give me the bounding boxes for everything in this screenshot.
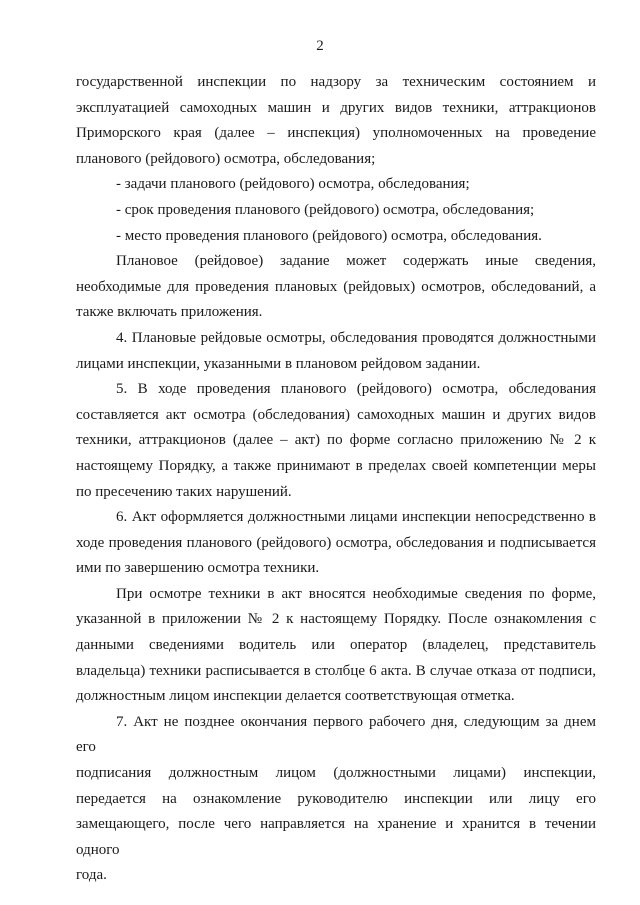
text-line: настоящему Порядку, а также принимают в пределах своей компетенции меры — [76, 457, 596, 474]
text-line: эксплуатацией самоходных машин и других видов техники, аттракционов — [76, 99, 596, 116]
text-line: - срок проведения планового (рейдового) осмотра, обследования; — [116, 201, 535, 218]
text-line: Плановое (рейдовое) задание может содержать иные сведения, — [116, 253, 596, 270]
text-line: также включать приложения. — [76, 304, 263, 321]
text-line: При осмотре техники в акт вносятся необходимые сведения по форме, — [116, 585, 596, 602]
text-line: замещающего, после чего направляется на хранение и хранится в течении одного — [76, 816, 596, 858]
text-line: указанной в приложении № 2 к настоящему Порядку. После ознакомления с — [76, 611, 596, 628]
text-line: по пресечению таких нарушений. — [76, 483, 292, 500]
text-line: подписания должностным лицом (должностными лицами) инспекции, — [76, 765, 596, 782]
text-line: ходе проведения планового (рейдового) осмотра, обследования и подписывается — [76, 534, 596, 551]
paragraph — [76, 224, 596, 250]
text-line: данными сведениями водитель или оператор (владелец, представитель — [76, 637, 596, 654]
text-line: лицами инспекции, указанными в плановом рейдовом задании. — [76, 355, 481, 372]
text-line: 7. Акт не позднее окончания первого рабочего дня, следующим за днем его — [76, 713, 596, 756]
text-line: Приморского края (далее – инспекция) уполномоченных на проведение — [76, 125, 596, 142]
paragraph — [76, 377, 596, 505]
paragraph — [76, 198, 596, 224]
paragraph — [76, 172, 596, 198]
text-line: года. — [76, 867, 107, 884]
paragraph — [76, 70, 596, 172]
text-line: владельца) техники расписывается в столбце 6 акта. В случае отказа от подписи, — [76, 662, 596, 679]
text-line: должностным лицом инспекции делается соответствующая отметка. — [76, 688, 515, 705]
page-number: 2 — [316, 38, 324, 54]
paragraph — [76, 249, 596, 326]
paragraph — [76, 326, 596, 377]
text-line: 5. В ходе проведения планового (рейдового) осмотра, обследования — [116, 381, 596, 398]
document-body — [76, 70, 596, 889]
text-line: ими по завершению осмотра техники. — [76, 560, 320, 577]
text-line: - задачи планового (рейдового) осмотра, обследования; — [116, 176, 470, 193]
text-line: планового (рейдового) осмотра, обследования; — [76, 150, 376, 167]
text-line: государственной инспекции по надзору за техническим состоянием и — [76, 74, 596, 90]
text-line: - место проведения планового (рейдового) осмотра, обследования. — [116, 227, 542, 244]
text-line: 4. Плановые рейдовые осмотры, обследования проводятся должностными — [116, 329, 596, 346]
text-line: техники, аттракционов (далее – акт) по форме согласно приложению № 2 к — [76, 432, 596, 449]
paragraph — [76, 582, 596, 710]
text-line: 6. Акт оформляется должностными лицами инспекции непосредственно в — [116, 509, 596, 526]
text-line: необходимые для проведения плановых (рейдовых) осмотров, обследований, а — [76, 278, 596, 295]
text-line: передается на ознакомление руководителю инспекции или лицу его — [76, 790, 596, 807]
paragraph — [76, 710, 596, 889]
paragraph — [76, 505, 596, 582]
text-line: составляется акт осмотра (обследования) самоходных машин и других видов — [76, 406, 596, 423]
